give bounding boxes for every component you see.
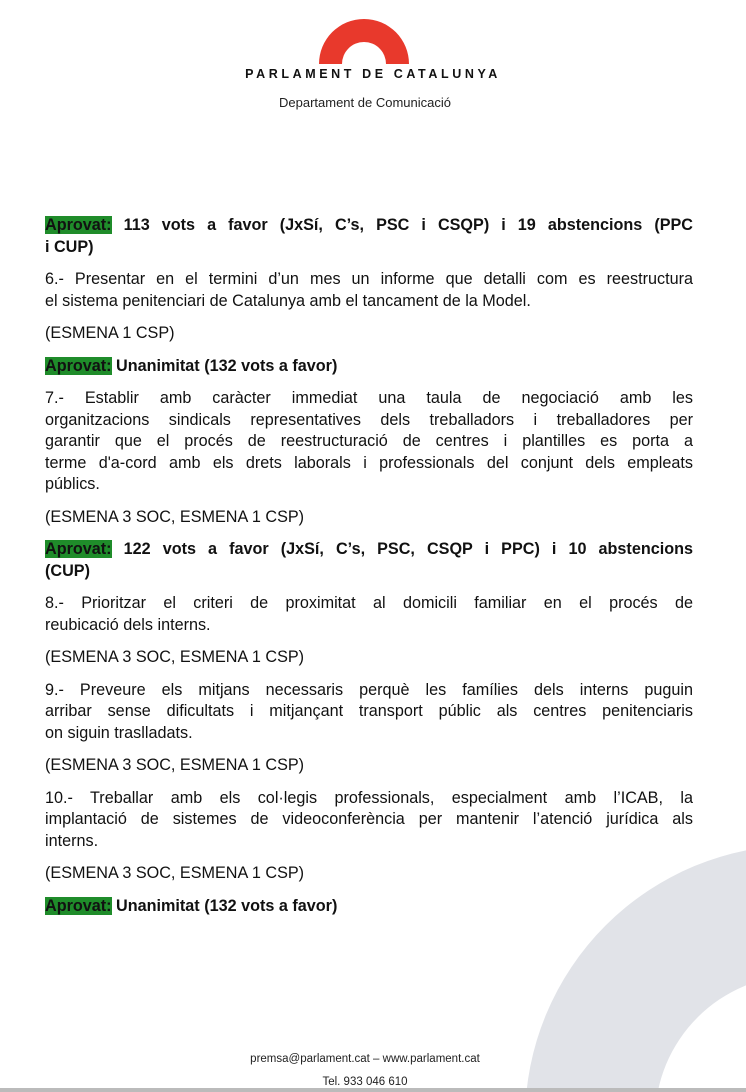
text-line bbox=[45, 237, 693, 259]
text-line bbox=[45, 269, 693, 291]
vote-result bbox=[45, 896, 693, 918]
approved-label: Aprovat: bbox=[45, 356, 112, 375]
line-text: Unanimitat (132 vots a favor) bbox=[111, 896, 338, 915]
text-line bbox=[45, 539, 693, 561]
vote-result bbox=[45, 539, 693, 582]
line-text: (CUP) bbox=[45, 561, 90, 580]
line-text: (ESMENA 3 SOC, ESMENA 1 CSP) bbox=[45, 507, 305, 526]
paragraph bbox=[45, 593, 693, 636]
parlament-logo-arch-icon bbox=[319, 17, 409, 64]
line-text: públics. bbox=[45, 475, 100, 493]
line-text: 8.- Prioritzar el criteri de proximitat al domicili familiar en el procés de bbox=[45, 594, 693, 612]
text-line bbox=[45, 323, 693, 345]
approved-label: Aprovat: bbox=[45, 216, 112, 234]
approved-label: Aprovat: bbox=[45, 540, 112, 558]
paragraph bbox=[45, 680, 693, 745]
text-line bbox=[45, 410, 693, 432]
paragraph bbox=[45, 863, 693, 885]
line-text: 6.- Presentar en el termini d’un mes un informe que detalli com es reestructura bbox=[45, 270, 693, 288]
line-text: arribar sense dificultats i mitjançant transport públic als centres penitenciaris bbox=[45, 702, 693, 720]
approved-label: Aprovat: bbox=[45, 896, 112, 915]
vote-result bbox=[45, 356, 693, 378]
text-line bbox=[45, 723, 693, 745]
footer-contact: premsa@parlament.cat – www.parlament.cat bbox=[250, 1053, 480, 1065]
line-text: 122 vots a favor (JxSí, C’s, PSC, CSQP i PPC) i 10 abstencions bbox=[111, 540, 693, 558]
line-text: on siguin traslladats. bbox=[45, 723, 193, 742]
paragraph bbox=[45, 755, 693, 777]
text-line bbox=[45, 615, 693, 637]
line-text: 9.- Preveure els mitjans necessaris perquè les famílies dels interns puguin bbox=[45, 680, 693, 699]
paragraph bbox=[45, 647, 693, 669]
text-line bbox=[45, 474, 693, 496]
line-text: 113 vots a favor (JxSí, C’s, PSC i CSQP) i 19 abstencions (PPC bbox=[111, 216, 693, 234]
document-body bbox=[45, 215, 693, 928]
line-text: implantació de sistemes de videoconferència per mantenir l’atenció jurídica als bbox=[45, 810, 693, 828]
text-line bbox=[45, 788, 693, 810]
text-line bbox=[45, 388, 693, 410]
line-text: Unanimitat (132 vots a favor) bbox=[111, 356, 338, 375]
text-line bbox=[45, 680, 693, 702]
text-line bbox=[45, 215, 693, 237]
line-text: (ESMENA 3 SOC, ESMENA 1 CSP) bbox=[45, 756, 305, 774]
paragraph bbox=[45, 388, 693, 496]
line-text: 10.- Treballar amb els col·legis professionals, especialment amb l’ICAB, la bbox=[45, 788, 693, 807]
vote-result bbox=[45, 215, 693, 258]
text-line bbox=[45, 453, 693, 475]
text-line bbox=[45, 507, 693, 529]
footer-phone: Tel. 933 046 610 bbox=[322, 1076, 408, 1088]
line-text: el sistema penitenciari de Catalunya amb el tancament de la Model. bbox=[45, 291, 531, 310]
line-text: terme d'a-cord amb els drets laborals i professionals del conjunt dels empleats bbox=[45, 453, 693, 472]
paragraph bbox=[45, 323, 693, 345]
paragraph bbox=[45, 507, 693, 529]
page-bottom-edge bbox=[0, 1088, 746, 1092]
text-line bbox=[45, 647, 693, 669]
department-name: Departament de Comunicació bbox=[279, 95, 451, 110]
parlament-logo-text: PARLAMENT DE CATALUNYA bbox=[245, 67, 501, 81]
text-line bbox=[45, 431, 693, 453]
text-line bbox=[45, 593, 693, 615]
line-text: 7.- Establir amb caràcter immediat una taula de negociació amb les bbox=[45, 389, 693, 407]
text-line bbox=[45, 701, 693, 723]
line-text: reubicació dels interns. bbox=[45, 615, 211, 634]
text-line bbox=[45, 356, 693, 378]
text-line bbox=[45, 863, 693, 885]
text-line bbox=[45, 755, 693, 777]
line-text: organitzacions sindicals representatives dels treballadors i treballadores per bbox=[45, 410, 693, 429]
text-line bbox=[45, 291, 693, 313]
text-line bbox=[45, 561, 693, 583]
line-text: interns. bbox=[45, 831, 99, 850]
line-text: (ESMENA 1 CSP) bbox=[45, 324, 175, 342]
paragraph bbox=[45, 269, 693, 312]
text-line bbox=[45, 809, 693, 831]
paragraph bbox=[45, 788, 693, 853]
text-line bbox=[45, 896, 693, 918]
line-text: (ESMENA 3 SOC, ESMENA 1 CSP) bbox=[45, 864, 305, 882]
text-line bbox=[45, 831, 693, 853]
line-text: (ESMENA 3 SOC, ESMENA 1 CSP) bbox=[45, 648, 305, 666]
line-text: garantir que el procés de reestructuració de centres i plantilles es porta a bbox=[45, 432, 693, 450]
line-text: i CUP) bbox=[45, 237, 94, 256]
